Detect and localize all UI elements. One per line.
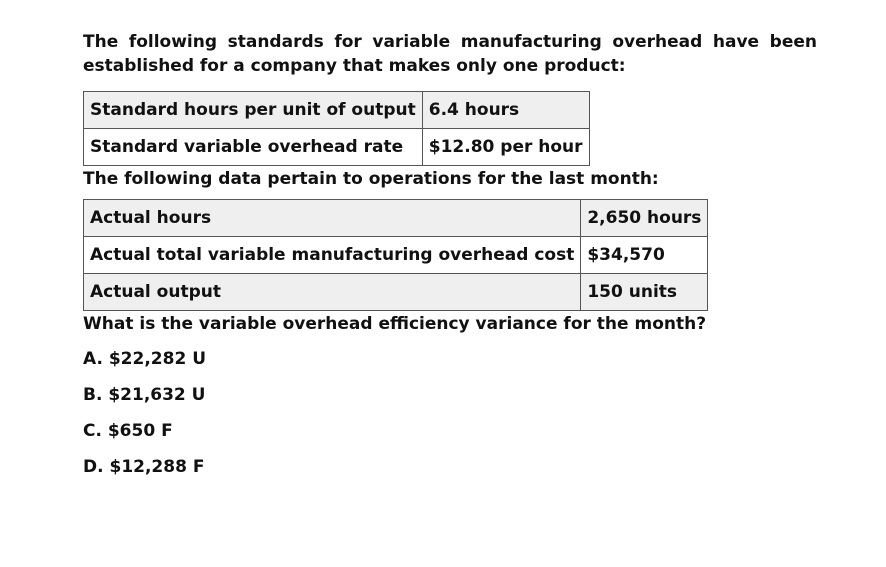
actuals-label-hours: Actual hours xyxy=(84,200,581,237)
option-d[interactable]: D. $12,288 F xyxy=(83,457,205,477)
actuals-value-output: 150 units xyxy=(581,274,708,311)
actuals-table xyxy=(83,199,708,311)
standards-label-rate: Standard variable overhead rate xyxy=(84,129,423,166)
question-content xyxy=(83,30,817,492)
standards-table xyxy=(83,91,590,166)
standards-row-rate xyxy=(84,129,590,166)
actuals-value-cost: $34,570 xyxy=(581,237,708,274)
data-intro-paragraph: The following data pertain to operations for the last month: xyxy=(83,169,659,189)
standards-value-hours: 6.4 hours xyxy=(422,92,589,129)
actuals-label-cost: Actual total variable manufacturing overhead cost xyxy=(84,237,581,274)
standards-row-hours xyxy=(84,92,590,129)
actuals-row-cost xyxy=(84,237,708,274)
option-c[interactable]: C. $650 F xyxy=(83,421,173,441)
actuals-value-hours: 2,650 hours xyxy=(581,200,708,237)
intro-paragraph: The following standards for variable manufacturing overhead have been established for a company that makes only one product: xyxy=(83,32,817,76)
option-a[interactable]: A. $22,282 U xyxy=(83,349,207,369)
option-b[interactable]: B. $21,632 U xyxy=(83,385,206,405)
actuals-row-hours xyxy=(84,200,708,237)
actuals-row-output xyxy=(84,274,708,311)
question-text: What is the variable overhead efficiency variance for the month? xyxy=(83,314,707,334)
standards-value-rate: $12.80 per hour xyxy=(422,129,589,166)
answer-options xyxy=(83,348,817,492)
actuals-label-output: Actual output xyxy=(84,274,581,311)
standards-label-hours: Standard hours per unit of output xyxy=(84,92,423,129)
